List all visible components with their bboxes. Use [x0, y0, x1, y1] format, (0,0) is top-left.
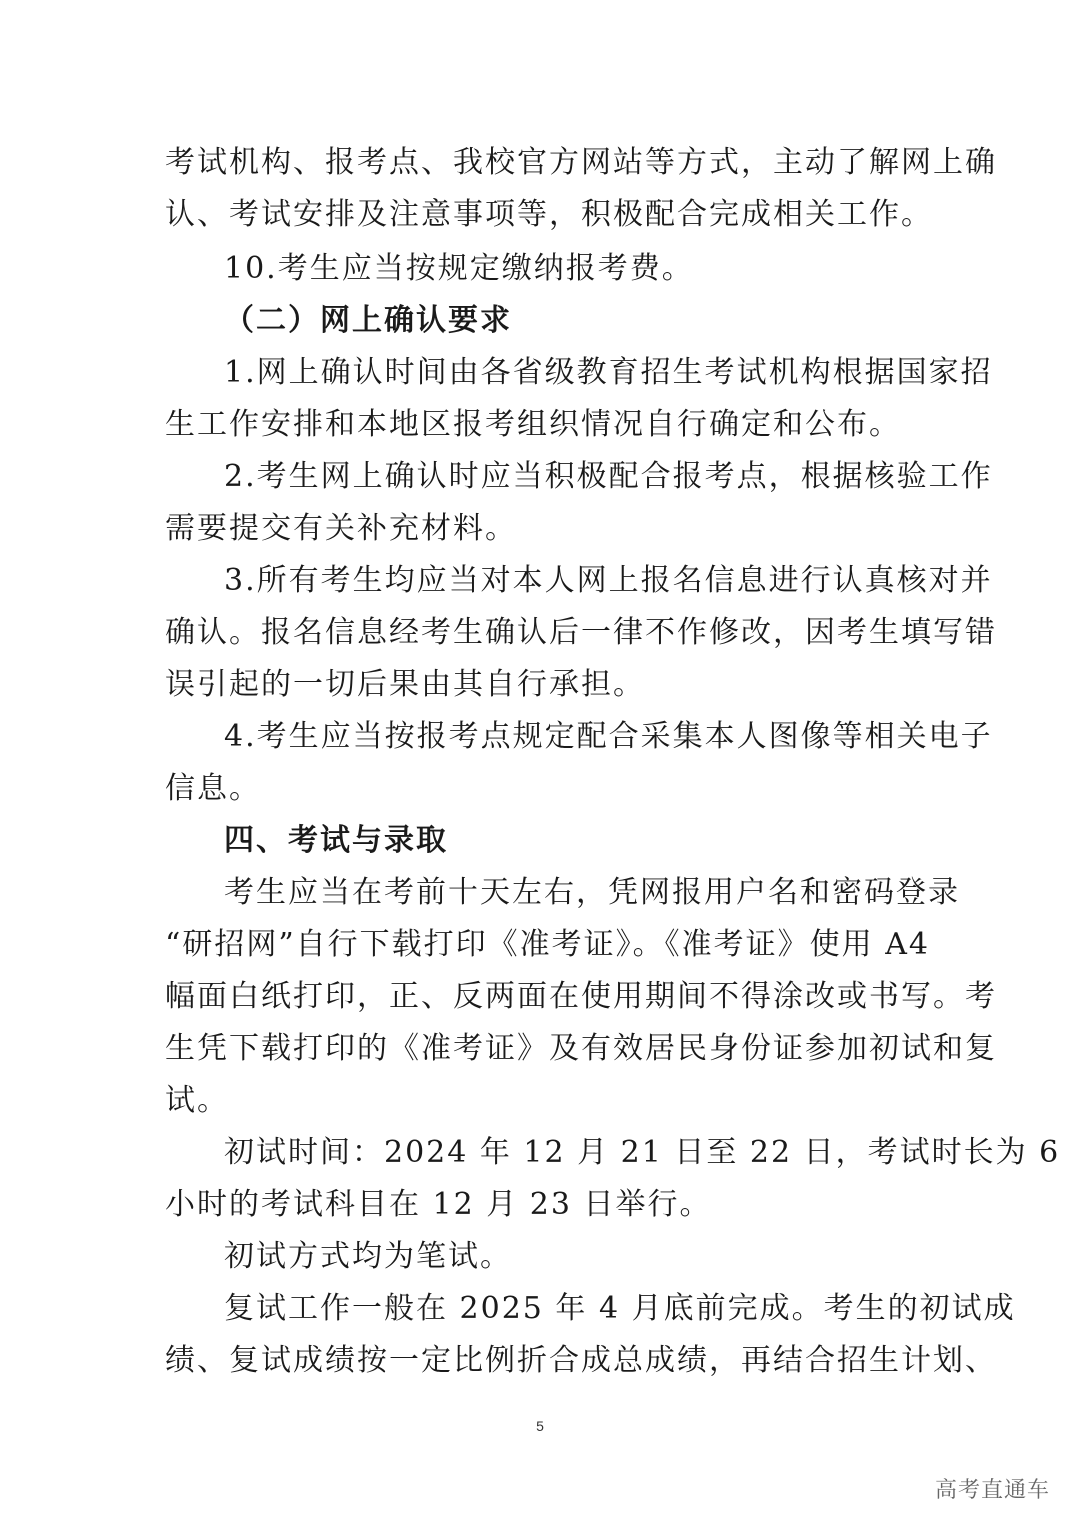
paragraph-line: 考生应当在考前十天左右，凭网报用户名和密码登录: [224, 875, 960, 910]
paragraph-line: 生工作安排和本地区报考组织情况自行确定和公布。: [165, 407, 901, 442]
paragraph-line: 认、考试安排及注意事项等，积极配合完成相关工作。: [165, 197, 933, 232]
paragraph-line: 考试机构、报考点、我校官方网站等方式，主动了解网上确: [165, 145, 997, 180]
paragraph-line: 生凭下载打印的《准考证》及有效居民身份证参加初试和复: [165, 1031, 997, 1066]
paragraph-line: 初试时间：2024 年 12 月 21 日至 22 日，考试时长为 6: [224, 1135, 1061, 1170]
paragraph-line: 小时的考试科目在 12 月 23 日举行。: [165, 1187, 712, 1222]
paragraph-line: 确认。报名信息经考生确认后一律不作修改，因考生填写错: [165, 615, 997, 650]
section-subheading: （二）网上确认要求: [224, 303, 512, 338]
paragraph-line: “研招网”自行下载打印《准考证》。《准考证》使用 A4: [165, 927, 930, 962]
paragraph-line: 幅面白纸打印，正、反两面在使用期间不得涂改或书写。考: [165, 979, 997, 1014]
paragraph-line: 试。: [165, 1083, 229, 1118]
paragraph-line: 初试方式均为笔试。: [224, 1239, 512, 1274]
paragraph-line: 绩、复试成绩按一定比例折合成总成绩，再结合招生计划、: [165, 1343, 997, 1378]
paragraph-line: 10.考生应当按规定缴纳报考费。: [224, 251, 694, 286]
paragraph-line: 需要提交有关补充材料。: [165, 511, 517, 546]
paragraph-line: 4.考生应当按报考点规定配合采集本人图像等相关电子: [224, 719, 993, 754]
paragraph-line: 1.网上确认时间由各省级教育招生考试机构根据国家招: [224, 355, 993, 390]
paragraph-line: 2.考生网上确认时应当积极配合报考点，根据核验工作: [224, 459, 993, 494]
page-number: 5: [536, 1418, 544, 1434]
section-heading: 四、考试与录取: [224, 823, 448, 858]
paragraph-line: 误引起的一切后果由其自行承担。: [165, 667, 645, 702]
paragraph-line: 3.所有考生均应当对本人网上报名信息进行认真核对并: [224, 563, 993, 598]
paragraph-line: 复试工作一般在 2025 年 4 月底前完成。考生的初试成: [224, 1291, 1016, 1326]
watermark: 高考直通车: [934, 1478, 1050, 1503]
paragraph-line: 信息。: [165, 771, 261, 806]
